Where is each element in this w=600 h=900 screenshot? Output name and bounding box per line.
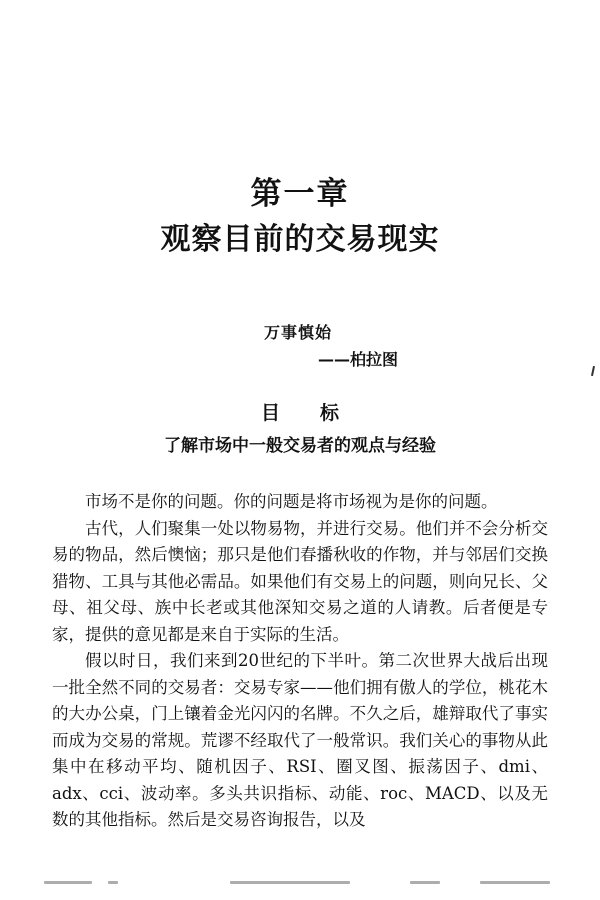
scan-smudge — [480, 881, 550, 884]
chapter-title: 观察目前的交易现实 — [160, 222, 440, 257]
paragraph: 假以时日，我们来到20世纪的下半叶。第二次世界大战后出现一批全然不同的交易者：交易专家——他们拥有傲人的学位，桃花木的大办公桌，门上镶着金光闪闪的名牌。不久之后，雄辩取代了事实而成为交易的常规。荒谬不经取代了一般常识。我们关心的事物从此集中在移动平均、随机因子、RSI、圈叉图、振荡因子、dmi、adx、cci、波动率。多头共识指标、动能、roc、MACD、以及无数的其他指标。然后是交易咨询报告，以及 — [52, 651, 548, 829]
section-heading — [0, 398, 600, 425]
epigraph-author: ——柏拉图 — [318, 350, 399, 369]
section-heading-right: 标 — [320, 402, 340, 424]
paragraph: 市场不是你的问题。你的问题是将市场视为是你的问题。 — [85, 492, 498, 511]
scan-smudge — [230, 881, 350, 884]
body-text — [52, 489, 548, 834]
epigraph-quote: 万事慎始 — [264, 323, 333, 342]
scan-smudge — [44, 881, 92, 884]
margin-mark — [591, 366, 595, 376]
scan-smudge — [410, 881, 440, 884]
section-subheading: 了解市场中一般交易者的观点与经验 — [164, 436, 436, 456]
chapter-number: 第一章 — [250, 176, 350, 212]
paragraph: 古代，人们聚集一处以物易物，并进行交易。他们并不会分析交易的物品，然后懊恼；那只是他们春播秋收的作物，并与邻居们交换猎物、工具与其他必需品。如果他们有交易上的问题，则向兄长、父母、祖父母、族中长老或其他深知交易之道的人请教。后者便是专家，提供的意见都是来自于实际的生活。 — [52, 518, 548, 644]
section-heading-left: 目 — [260, 402, 280, 424]
footer-scan-artifact — [30, 878, 570, 888]
scan-smudge — [108, 881, 118, 884]
